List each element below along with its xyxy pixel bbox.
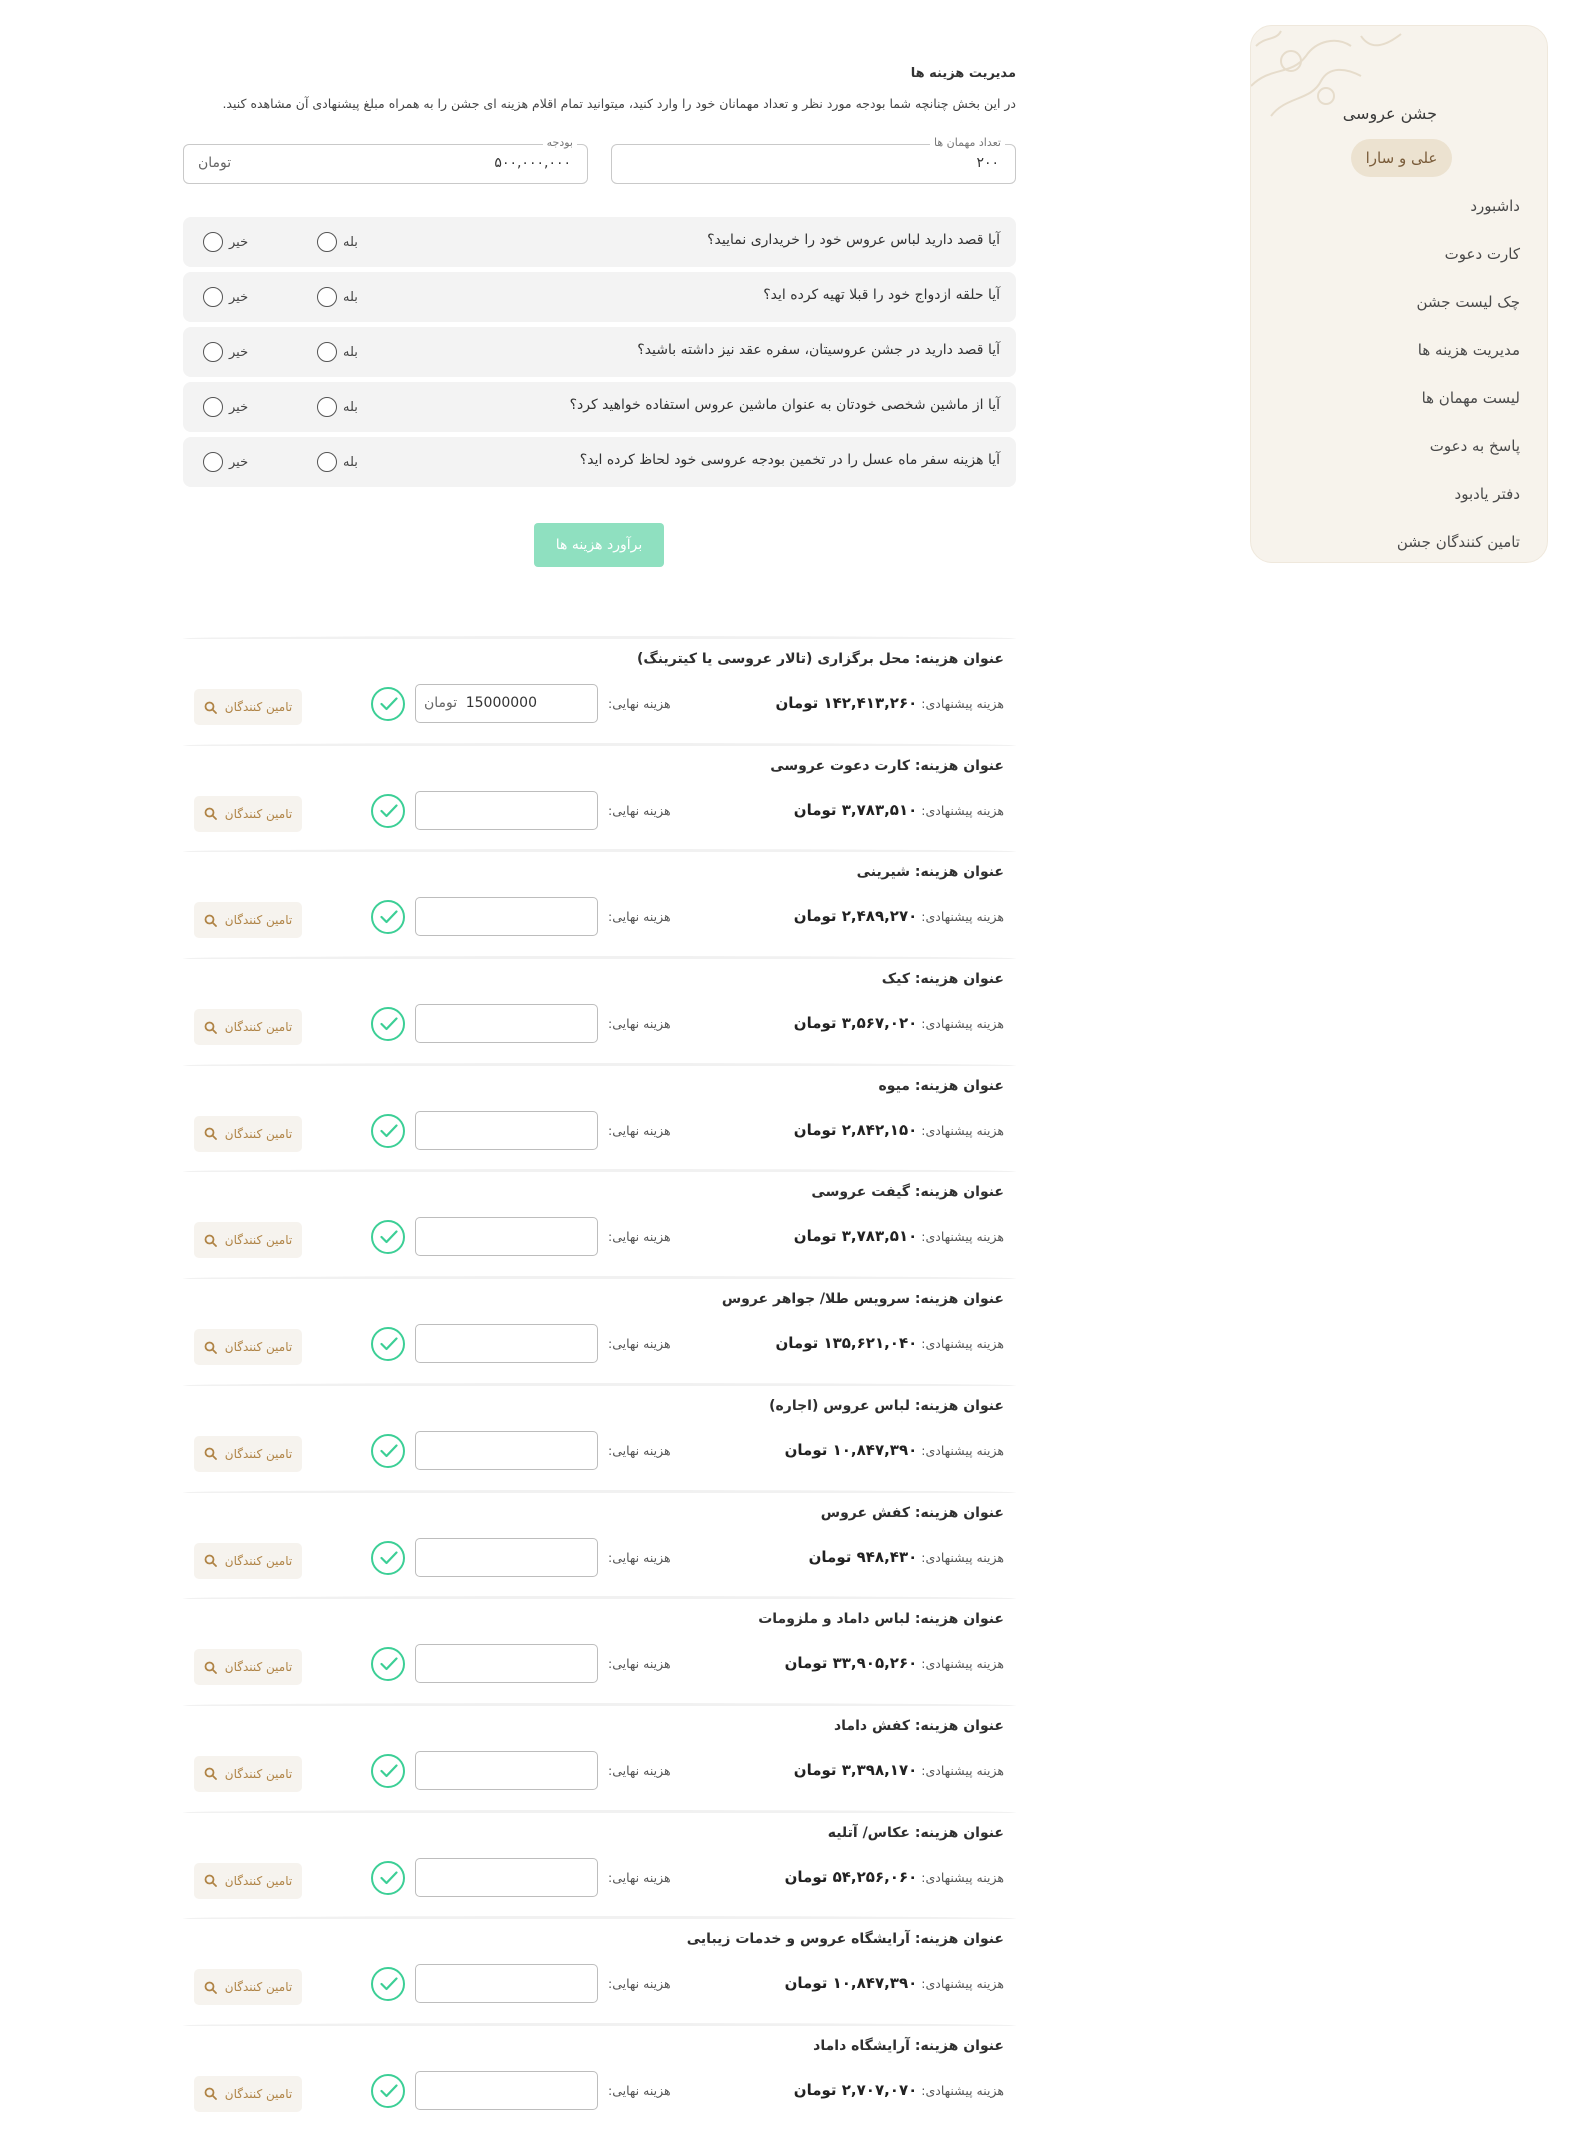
suggested-cost bbox=[794, 2081, 1004, 2099]
suggested-cost bbox=[785, 1441, 1004, 1459]
yes-label: بله bbox=[343, 234, 358, 250]
final-cost-input[interactable] bbox=[415, 1111, 598, 1150]
sidebar-title: جشن عروسی bbox=[1342, 104, 1437, 123]
cost-item bbox=[183, 1383, 1016, 1490]
cost-title-prefix: عنوان هزینه: bbox=[909, 971, 1004, 988]
no-label: خیر bbox=[229, 454, 249, 470]
suggested-currency: تومان bbox=[793, 1014, 837, 1033]
cost-item bbox=[183, 743, 1016, 850]
cost-title-prefix: عنوان هزینه: bbox=[909, 1824, 1004, 1841]
search-icon bbox=[204, 807, 217, 820]
vendors-button[interactable] bbox=[194, 2076, 302, 2112]
suggested-currency: تومان bbox=[784, 1867, 828, 1886]
confirm-check-button[interactable] bbox=[371, 1114, 405, 1148]
question-row bbox=[183, 327, 1016, 377]
cost-title-text: میوه bbox=[878, 1077, 910, 1094]
suggested-amount bbox=[775, 694, 917, 712]
suggested-label: هزینه پیشنهادی: bbox=[921, 2082, 1004, 2098]
final-cost-input[interactable] bbox=[415, 1217, 598, 1256]
final-cost-label: هزینه نهایی: bbox=[608, 1869, 671, 1885]
guests-value: ۲۰۰ bbox=[976, 155, 999, 171]
question-row bbox=[183, 217, 1016, 267]
suggested-amount bbox=[794, 1121, 917, 1139]
suggested-label: هزینه پیشنهادی: bbox=[921, 1229, 1004, 1245]
cost-title-prefix: عنوان هزینه: bbox=[909, 2037, 1004, 2054]
page-description: در این بخش چنانچه شما بودجه مورد نظر و تعداد مهمانان خود را وارد کنید، میتوانید تمام اقلام هزینه ای جشن را به همراه مبلغ پیشنهادی آن مشاهده کنید. bbox=[222, 96, 1016, 111]
final-cost-label: هزینه نهایی: bbox=[608, 1656, 671, 1672]
couple-badge: علی و سارا bbox=[1351, 139, 1452, 177]
divider bbox=[183, 1916, 1016, 1921]
cost-title-text: سرویس طلا/ جواهر عروس bbox=[721, 1291, 910, 1308]
sidebar-item-guest-list[interactable]: لیست مهمان ها bbox=[1421, 389, 1520, 407]
final-cost-input[interactable] bbox=[415, 1858, 598, 1897]
cost-title-text: کفش داماد bbox=[833, 1717, 910, 1734]
confirm-check-button[interactable] bbox=[371, 1967, 405, 2001]
suggested-amount bbox=[785, 1974, 918, 1992]
suggested-value: ۳,۳۹۸,۱۷۰ bbox=[841, 1760, 918, 1779]
suggested-value: ۱۰,۸۴۷,۳۹۰ bbox=[832, 1440, 918, 1459]
suggested-amount bbox=[794, 1227, 917, 1245]
no-label: خیر bbox=[229, 234, 249, 250]
final-cost-label: هزینه نهایی: bbox=[608, 909, 671, 925]
no-radio[interactable] bbox=[203, 397, 223, 417]
final-cost-input[interactable] bbox=[415, 1964, 598, 2003]
cost-title bbox=[882, 971, 1004, 987]
cost-title bbox=[834, 1718, 1004, 1734]
final-cost-input[interactable] bbox=[415, 1538, 598, 1577]
suggested-currency: تومان bbox=[793, 1760, 837, 1779]
final-cost-input[interactable] bbox=[415, 1431, 598, 1470]
final-cost-label: هزینه نهایی: bbox=[608, 1016, 671, 1032]
cost-title bbox=[637, 651, 1004, 667]
cost-item bbox=[183, 1810, 1016, 1917]
cost-title-text: آرایشگاه داماد bbox=[813, 2037, 910, 2054]
confirm-check-button[interactable] bbox=[371, 1647, 405, 1681]
suggested-value: ۳۳,۹۰۵,۲۶۰ bbox=[832, 1654, 918, 1673]
yes-radio[interactable] bbox=[317, 287, 337, 307]
vendors-button-label: تامین کنندگان bbox=[224, 806, 293, 821]
yes-radio[interactable] bbox=[317, 452, 337, 472]
estimate-costs-button[interactable]: برآورد هزینه ها bbox=[534, 523, 664, 567]
vendors-button-label: تامین کنندگان bbox=[224, 2086, 293, 2101]
suggested-currency: تومان bbox=[793, 907, 837, 926]
suggested-label: هزینه پیشنهادی: bbox=[921, 1336, 1004, 1352]
vendors-button-label: تامین کنندگان bbox=[224, 1873, 293, 1888]
final-cost-label: هزینه نهایی: bbox=[608, 1442, 671, 1458]
confirm-check-button[interactable] bbox=[371, 1007, 405, 1041]
cost-title-prefix: عنوان هزینه: bbox=[909, 1504, 1004, 1521]
cost-title-text: لباس عروس (اجاره) bbox=[769, 1397, 910, 1414]
sidebar-item-checklist[interactable]: چک لیست جشن bbox=[1416, 293, 1520, 311]
suggested-value: ۳,۵۶۷,۰۲۰ bbox=[841, 1014, 918, 1033]
suggested-value: ۳,۷۸۳,۵۱۰ bbox=[841, 800, 918, 819]
final-cost-input[interactable] bbox=[415, 1644, 598, 1683]
cost-title-text: کفش عروس bbox=[820, 1504, 910, 1521]
search-icon bbox=[204, 1661, 217, 1674]
no-label: خیر bbox=[229, 399, 249, 415]
divider bbox=[183, 1063, 1016, 1068]
suggested-label: هزینه پیشنهادی: bbox=[921, 1656, 1004, 1672]
no-label: خیر bbox=[229, 289, 249, 305]
vendors-button[interactable] bbox=[194, 1863, 302, 1899]
cost-item bbox=[183, 849, 1016, 956]
cost-title-prefix: عنوان هزینه: bbox=[909, 1611, 1004, 1628]
yes-option[interactable] bbox=[317, 452, 358, 472]
cost-title-text: لباس داماد و ملزومات bbox=[758, 1611, 910, 1628]
suggested-currency: تومان bbox=[784, 1440, 828, 1459]
suggested-label: هزینه پیشنهادی: bbox=[921, 1869, 1004, 1885]
suggested-currency: تومان bbox=[793, 2080, 837, 2099]
confirm-check-button[interactable] bbox=[371, 1754, 405, 1788]
final-cost-label: هزینه نهایی: bbox=[608, 1336, 671, 1352]
cost-title-prefix: عنوان هزینه: bbox=[909, 1397, 1004, 1414]
search-icon bbox=[204, 1021, 217, 1034]
cost-title bbox=[687, 1931, 1004, 1947]
sidebar-item-cost-management[interactable]: مدیریت هزینه ها bbox=[1417, 341, 1520, 359]
suggested-currency: تومان bbox=[784, 1974, 828, 1993]
vendors-button[interactable] bbox=[194, 1116, 302, 1152]
sidebar-nav bbox=[1397, 191, 1520, 563]
sidebar-item-vendors[interactable]: تامین کنندگان جشن bbox=[1396, 533, 1520, 551]
no-option[interactable] bbox=[203, 342, 248, 362]
suggested-currency: تومان bbox=[775, 694, 819, 712]
no-option[interactable] bbox=[203, 232, 248, 252]
sidebar-item-guestbook[interactable]: دفتر یادبود bbox=[1454, 485, 1520, 503]
final-cost-input[interactable] bbox=[415, 684, 598, 723]
search-icon bbox=[204, 2087, 217, 2100]
cost-item bbox=[183, 1916, 1016, 2023]
final-cost-input[interactable] bbox=[415, 1004, 598, 1043]
suggested-cost bbox=[794, 1227, 1004, 1245]
suggested-amount bbox=[785, 1654, 918, 1672]
vendors-button-label: تامین کنندگان bbox=[224, 700, 293, 714]
cost-title bbox=[722, 1291, 1004, 1307]
cost-title-prefix: عنوان هزینه: bbox=[909, 864, 1004, 881]
vendors-button[interactable] bbox=[194, 1969, 302, 2005]
sidebar-item-rsvp[interactable]: پاسخ به دعوت bbox=[1429, 437, 1520, 455]
vendors-button[interactable] bbox=[194, 1222, 302, 1258]
suggested-cost bbox=[794, 1761, 1004, 1779]
confirm-check-button[interactable] bbox=[371, 1861, 405, 1895]
divider bbox=[183, 1810, 1016, 1815]
vendors-button[interactable] bbox=[194, 1756, 302, 1792]
confirm-check-button[interactable] bbox=[371, 1541, 405, 1575]
confirm-check-button[interactable] bbox=[371, 1220, 405, 1254]
sidebar-item-invitation-card[interactable]: کارت دعوت bbox=[1444, 245, 1520, 263]
divider bbox=[183, 1703, 1016, 1708]
suggested-label: هزینه پیشنهادی: bbox=[921, 1549, 1004, 1565]
search-icon bbox=[204, 1234, 217, 1247]
suggested-value: ۹۴۸,۴۳۰ bbox=[856, 1547, 918, 1566]
final-cost-label: هزینه نهایی: bbox=[608, 696, 671, 711]
vendors-button-label: تامین کنندگان bbox=[224, 1233, 293, 1248]
final-cost-input[interactable] bbox=[415, 791, 598, 830]
final-cost-input[interactable] bbox=[415, 1324, 598, 1363]
suggested-cost bbox=[785, 1974, 1004, 1992]
no-radio[interactable] bbox=[203, 287, 223, 307]
cost-item bbox=[183, 956, 1016, 1063]
page-title: مدیریت هزینه ها bbox=[910, 66, 1016, 81]
sidebar-item-dashboard[interactable]: داشبورد bbox=[1470, 197, 1520, 215]
vendors-button[interactable] bbox=[194, 1543, 302, 1579]
final-cost-label: هزینه نهایی: bbox=[608, 1229, 671, 1245]
yes-option[interactable] bbox=[317, 397, 358, 417]
suggested-value: ۳,۷۸۳,۵۱۰ bbox=[841, 1227, 918, 1246]
suggested-cost bbox=[809, 1548, 1004, 1566]
suggested-value: ۱۳۵,۶۲۱,۰۴۰ bbox=[823, 1334, 918, 1353]
question-text: آیا از ماشین شخصی خودتان به عنوان ماشین عروس استفاده خواهید کرد؟ bbox=[569, 397, 1000, 413]
suggested-cost bbox=[775, 694, 1004, 712]
confirm-check-button[interactable] bbox=[371, 1327, 405, 1361]
suggested-cost bbox=[785, 1868, 1004, 1886]
vendors-button[interactable] bbox=[194, 1649, 302, 1685]
no-option[interactable] bbox=[203, 397, 248, 417]
cost-title bbox=[821, 1505, 1004, 1521]
yes-radio[interactable] bbox=[317, 397, 337, 417]
search-icon bbox=[204, 1341, 217, 1354]
search-icon bbox=[204, 1127, 217, 1140]
suggested-amount bbox=[794, 801, 917, 819]
cost-item bbox=[183, 1596, 1016, 1703]
final-cost-unit: تومان bbox=[424, 695, 458, 711]
vendors-button-label: تامین کنندگان bbox=[224, 1446, 293, 1461]
suggested-cost bbox=[794, 1121, 1004, 1139]
final-cost-label: هزینه نهایی: bbox=[608, 1122, 671, 1138]
vendors-button-label: تامین کنندگان bbox=[224, 1340, 293, 1355]
cost-title-prefix: عنوان هزینه: bbox=[909, 757, 1004, 774]
final-cost-label: هزینه نهایی: bbox=[608, 1976, 671, 1992]
question-row bbox=[183, 382, 1016, 432]
final-cost-label: هزینه نهایی: bbox=[608, 1762, 671, 1778]
question-text: آیا حلقه ازدواج خود را قبلا تهیه کرده اید؟ bbox=[763, 287, 1000, 303]
suggested-cost bbox=[785, 1654, 1004, 1672]
budget-unit: تومان bbox=[198, 155, 232, 171]
cost-title-text: شیرینی bbox=[856, 864, 910, 881]
cost-item bbox=[183, 1703, 1016, 1810]
cost-title bbox=[758, 1611, 1004, 1627]
cost-title-prefix: عنوان هزینه: bbox=[909, 651, 1004, 667]
confirm-check-button[interactable] bbox=[371, 2074, 405, 2108]
no-option[interactable] bbox=[203, 287, 248, 307]
no-option[interactable] bbox=[203, 452, 248, 472]
cost-title-text: کارت دعوت عروسی bbox=[770, 757, 910, 774]
cost-title-text: محل برگزاری (تالار عروسی یا کیترینگ) bbox=[637, 651, 910, 667]
suggested-cost bbox=[775, 1334, 1004, 1352]
suggested-label: هزینه پیشنهادی: bbox=[921, 696, 1004, 711]
yes-label: بله bbox=[343, 454, 358, 470]
vendors-button[interactable] bbox=[194, 1009, 302, 1045]
cost-title bbox=[857, 864, 1004, 880]
suggested-amount bbox=[794, 2081, 917, 2099]
yes-radio[interactable] bbox=[317, 232, 337, 252]
vendors-button-label: تامین کنندگان bbox=[224, 913, 293, 928]
question-row bbox=[183, 272, 1016, 322]
cost-item bbox=[183, 636, 1016, 743]
divider bbox=[183, 743, 1016, 748]
confirm-check-button[interactable] bbox=[371, 1434, 405, 1468]
vendors-button-label: تامین کنندگان bbox=[224, 1660, 293, 1675]
question-text: آیا قصد دارید در جشن عروسیتان، سفره عقد نیز داشته باشید؟ bbox=[637, 342, 1000, 358]
suggested-currency: تومان bbox=[793, 1227, 837, 1246]
cost-title bbox=[770, 758, 1004, 774]
search-icon bbox=[204, 1874, 217, 1887]
suggested-amount bbox=[794, 907, 917, 925]
cost-items-list bbox=[183, 636, 1016, 2130]
no-label: خیر bbox=[229, 344, 249, 360]
suggested-label: هزینه پیشنهادی: bbox=[921, 909, 1004, 925]
final-cost-input[interactable] bbox=[415, 2071, 598, 2110]
suggested-amount bbox=[785, 1868, 918, 1886]
vendors-button-label: تامین کنندگان bbox=[224, 1766, 293, 1781]
cost-title bbox=[879, 1078, 1004, 1094]
final-cost-value: 15000000 bbox=[465, 695, 537, 711]
cost-title-prefix: عنوان هزینه: bbox=[909, 1184, 1004, 1201]
vendors-button[interactable] bbox=[194, 689, 302, 725]
yes-option[interactable] bbox=[317, 287, 358, 307]
suggested-amount bbox=[785, 1441, 918, 1459]
cost-title bbox=[769, 1398, 1004, 1414]
cost-title-text: کیک bbox=[881, 971, 910, 988]
vendors-button[interactable] bbox=[194, 1436, 302, 1472]
yes-option[interactable] bbox=[317, 232, 358, 252]
yes-label: بله bbox=[343, 399, 358, 415]
divider bbox=[183, 1169, 1016, 1174]
suggested-cost bbox=[794, 1014, 1004, 1032]
suggested-amount bbox=[809, 1548, 918, 1566]
suggested-amount bbox=[794, 1014, 917, 1032]
vendors-button[interactable] bbox=[194, 1329, 302, 1365]
vendors-button-label: تامین کنندگان bbox=[224, 1126, 293, 1141]
vendors-button[interactable] bbox=[194, 796, 302, 832]
suggested-value: ۲,۴۸۹,۲۷۰ bbox=[841, 907, 918, 926]
cost-title-prefix: عنوان هزینه: bbox=[909, 1931, 1004, 1948]
final-cost-label: هزینه نهایی: bbox=[608, 2082, 671, 2098]
suggested-currency: تومان bbox=[808, 1547, 852, 1566]
cost-title-prefix: عنوان هزینه: bbox=[909, 1717, 1004, 1734]
question-text: آیا هزینه سفر ماه عسل را در تخمین بودجه عروسی خود لحاظ کرده اید؟ bbox=[579, 452, 1000, 468]
no-radio[interactable] bbox=[203, 342, 223, 362]
final-cost-input[interactable] bbox=[415, 897, 598, 936]
cost-item bbox=[183, 1063, 1016, 1170]
search-icon bbox=[204, 1447, 217, 1460]
vendors-button-label: تامین کنندگان bbox=[224, 1553, 293, 1568]
suggested-value: ۲,۸۴۲,۱۵۰ bbox=[841, 1120, 918, 1139]
cost-title-text: عکاس/ آتلیه bbox=[827, 1824, 910, 1841]
suggested-currency: تومان bbox=[793, 800, 837, 819]
search-icon bbox=[204, 1554, 217, 1567]
sidebar bbox=[1250, 25, 1548, 563]
suggested-amount bbox=[794, 1761, 917, 1779]
divider bbox=[183, 636, 1016, 641]
suggested-value: ۲,۷۰۷,۰۷۰ bbox=[841, 2080, 918, 2099]
suggested-currency: تومان bbox=[784, 1654, 828, 1673]
cost-title bbox=[828, 1825, 1004, 1841]
suggested-amount bbox=[775, 1334, 917, 1352]
vendors-button-label: تامین کنندگان bbox=[224, 1020, 293, 1035]
suggested-currency: تومان bbox=[775, 1334, 819, 1353]
search-icon bbox=[204, 1767, 217, 1780]
search-icon bbox=[204, 701, 217, 714]
suggested-value: ۱۰,۸۴۷,۳۹۰ bbox=[832, 1974, 918, 1993]
no-radio[interactable] bbox=[203, 452, 223, 472]
divider bbox=[183, 1383, 1016, 1388]
suggested-label: هزینه پیشنهادی: bbox=[921, 802, 1004, 818]
final-cost-label: هزینه نهایی: bbox=[608, 1549, 671, 1565]
divider bbox=[183, 1596, 1016, 1601]
suggested-value: ۱۴۲,۴۱۳,۲۶۰ bbox=[823, 694, 918, 712]
cost-title-prefix: عنوان هزینه: bbox=[909, 1077, 1004, 1094]
divider bbox=[183, 849, 1016, 854]
search-icon bbox=[204, 1981, 217, 1994]
suggested-label: هزینه پیشنهادی: bbox=[921, 1442, 1004, 1458]
search-icon bbox=[204, 914, 217, 927]
divider bbox=[183, 1490, 1016, 1495]
vendors-button[interactable] bbox=[194, 902, 302, 938]
cost-title bbox=[813, 2038, 1004, 2054]
divider bbox=[183, 956, 1016, 961]
divider bbox=[183, 1276, 1016, 1281]
cost-item bbox=[183, 2023, 1016, 2130]
cost-item bbox=[183, 1276, 1016, 1383]
yes-label: بله bbox=[343, 289, 358, 305]
budget-field[interactable] bbox=[183, 136, 588, 184]
vendors-button-label: تامین کنندگان bbox=[224, 1980, 293, 1995]
no-radio[interactable] bbox=[203, 232, 223, 252]
divider bbox=[183, 2023, 1016, 2028]
question-text: آیا قصد دارید لباس عروس خود را خریداری نمایید؟ bbox=[707, 232, 1000, 248]
guests-field[interactable] bbox=[611, 136, 1016, 184]
guests-label: تعداد مهمان ها bbox=[930, 136, 1005, 149]
suggested-value: ۵۴,۲۵۶,۰۶۰ bbox=[832, 1867, 918, 1886]
suggested-cost bbox=[794, 907, 1004, 925]
suggested-cost bbox=[794, 801, 1004, 819]
yes-label: بله bbox=[343, 344, 358, 360]
budget-label: بودجه bbox=[543, 136, 577, 149]
final-cost-label: هزینه نهایی: bbox=[608, 802, 671, 818]
confirm-check-button[interactable] bbox=[371, 900, 405, 934]
yes-radio[interactable] bbox=[317, 342, 337, 362]
suggested-label: هزینه پیشنهادی: bbox=[921, 1016, 1004, 1032]
confirm-check-button[interactable] bbox=[371, 794, 405, 828]
final-cost-input[interactable] bbox=[415, 1751, 598, 1790]
suggested-label: هزینه پیشنهادی: bbox=[921, 1976, 1004, 1992]
question-row bbox=[183, 437, 1016, 487]
suggested-label: هزینه پیشنهادی: bbox=[921, 1762, 1004, 1778]
confirm-check-button[interactable] bbox=[371, 687, 405, 721]
budget-value: ۵۰۰,۰۰۰,۰۰۰ bbox=[494, 155, 571, 171]
suggested-currency: تومان bbox=[793, 1120, 837, 1139]
yes-option[interactable] bbox=[317, 342, 358, 362]
cost-title bbox=[811, 1184, 1004, 1200]
cost-item bbox=[183, 1490, 1016, 1597]
suggested-label: هزینه پیشنهادی: bbox=[921, 1122, 1004, 1138]
cost-title-prefix: عنوان هزینه: bbox=[909, 1291, 1004, 1308]
cost-title-text: گیفت عروسی bbox=[811, 1184, 910, 1201]
cost-item bbox=[183, 1169, 1016, 1276]
cost-title-text: آرایشگاه عروس و خدمات زیبایی bbox=[686, 1931, 910, 1948]
